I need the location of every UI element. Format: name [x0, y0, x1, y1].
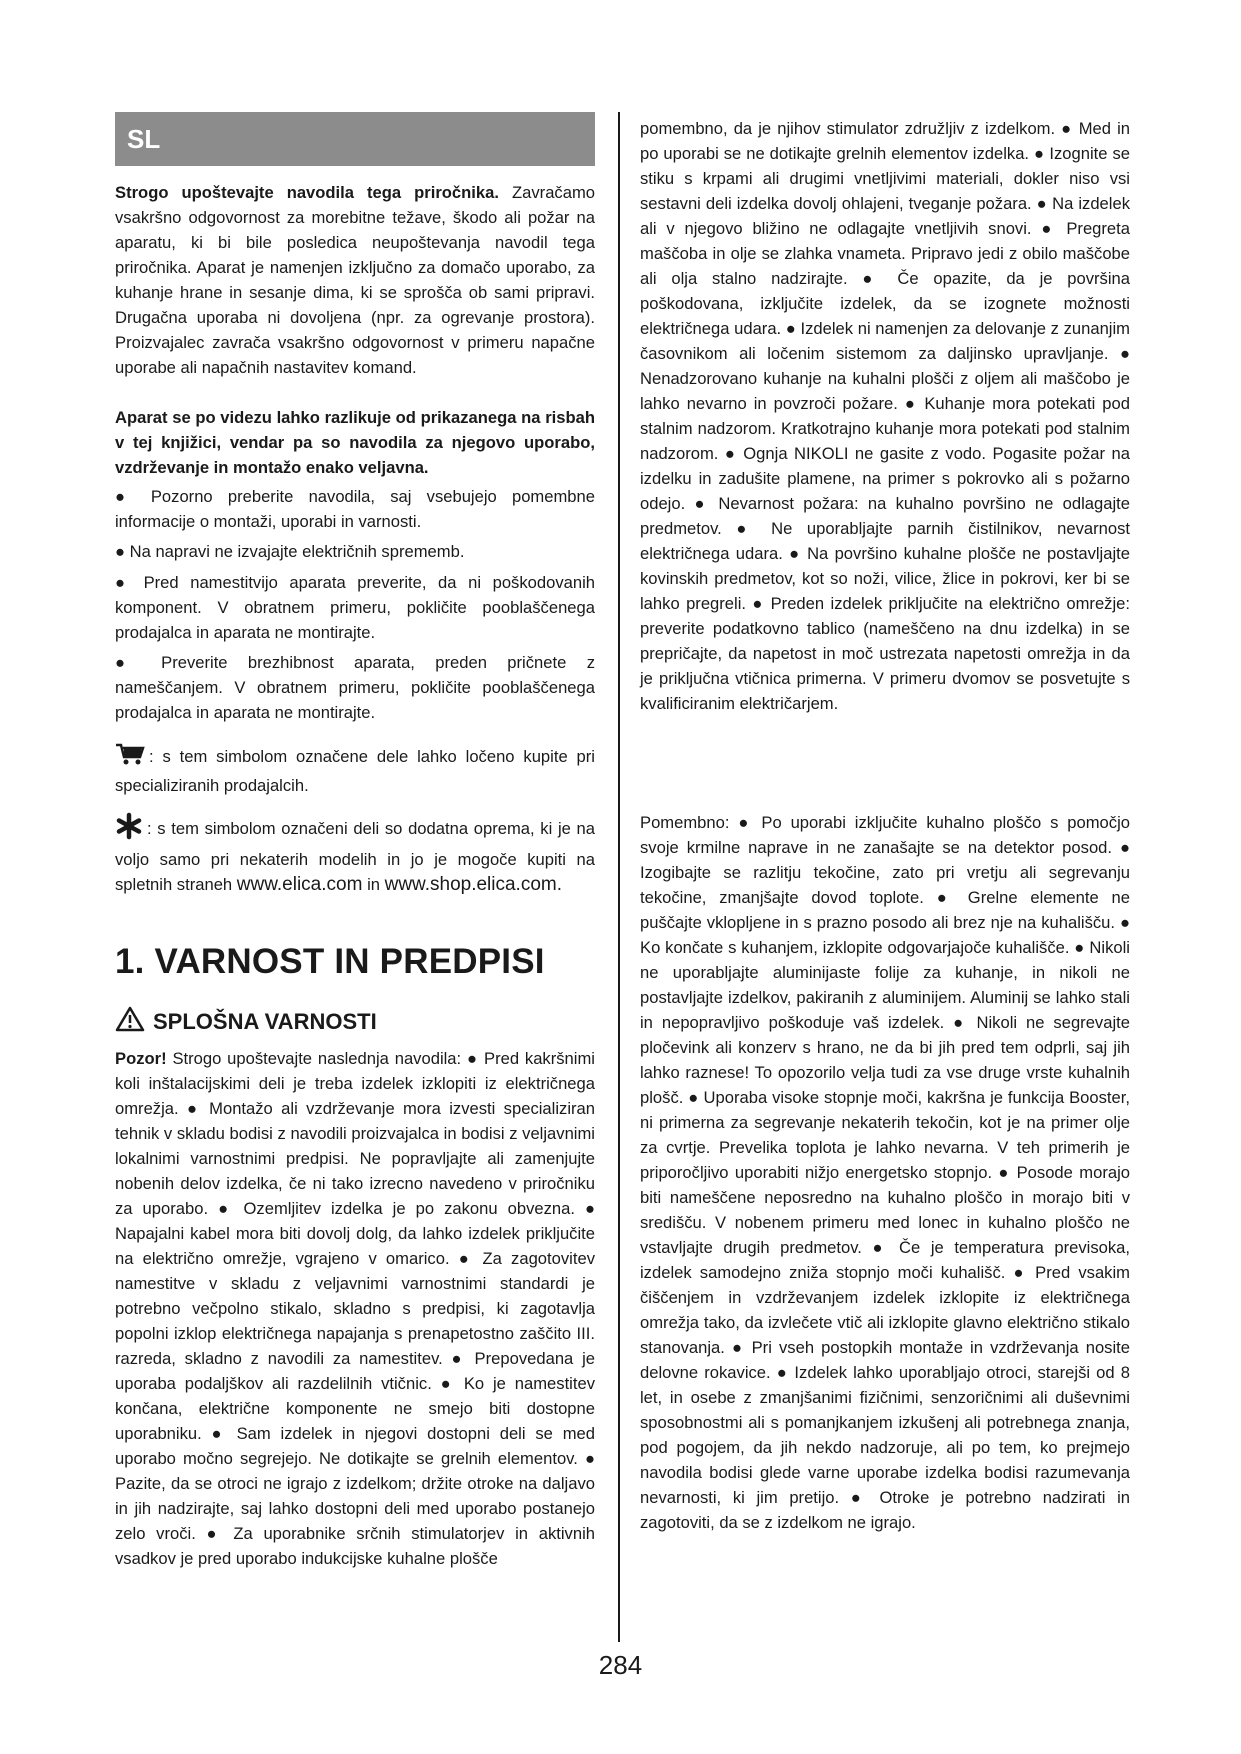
column-divider [618, 112, 620, 1642]
section-title: 1. VARNOST IN PREDPISI [115, 942, 545, 981]
intro-paragraph [115, 180, 595, 380]
bullet-check-integrity: ● Preverite brezhibnost aparata, preden pričnete z nameščanjem. V obratnem primeru, pokličite pooblaščenega prodajalca in aparata ne montirajte. [115, 653, 595, 722]
appearance-note: Aparat se po videzu lahko razlikuje od prikazanega na risbah v tej knjižici, vendar pa so navodila za njegovo uporabo, vzdrževanje in montažo enako veljavna. [115, 408, 595, 477]
shop-elica-url[interactable]: www.shop.elica.com. [384, 874, 563, 895]
star-note-text: : s tem simbolom označeni deli so dodatna oprema, ki je na voljo samo pri nekaterih modelih in jo je mogoče kupiti na spletnih straneh [115, 818, 595, 894]
general-safety-paragraph [115, 1046, 595, 1571]
safety-text: Strogo upoštevajte naslednja navodila: ● Pred kakršnimi koli inštalacijskimi deli je treba izdelek izklopiti iz električnega omrežja. ● Montažo ali vzdrževanje mora izvesti specializiran tehnik v skladu bodisi z navodili proizvajalca in bodisi z veljavnimi lokalnimi varnostnimi predpisi. Ne popravljajte ali zamenjujte nobenih delov izdelka, če ni tako izrecno navedeno v priročniku za uporabo. ● Ozemljitev izdelka je po zakonu obvezna. ● Napajalni kabel mora biti dovolj dolg, da lahko izdelek priključite na električno omrežje, vgrajeno v omarico. ● Za zagotovitev namestitve v skladu z veljavnimi varnostnimi standardi je potrebno večpolno stikalo, skladno s predpisi, ki zagotavlja popolni izklop električnega napajanja s prenapetostno zaščito III. razreda, skladno z navodili za namestitev. ● Prepovedana je uporaba podaljškov ali razdelilnih vtičnic. ● Ko je namestitev končana, električne komponente ne smejo biti dostopne uporabniku. ● Sam izdelek in njegovi dostopni deli se med uporabo močno segrejejo. Ne dotikajte se grelnih elementov. ● Pazite, da se otroci ne igrajo z izdelkom; držite otroke na daljavo in jih nadzirajte, saj lahko dostopni deli med uporabo postanejo zelo vroči. ● Za uporabnike srčnih stimulatorjev in aktivnih vsadkov je pred uporabo indukcijske kuhalne plošče [115, 1049, 595, 1568]
safety-lead: Pozor! [115, 1049, 167, 1068]
language-code: SL [127, 124, 161, 154]
subsection-title [115, 1006, 377, 1038]
subsection-title-text: SPLOŠNA VARNOSTI [153, 1009, 377, 1034]
intro-text: Zavračamo vsakršno odgovornost za morebitne težave, škodo ali požar na aparatu, ki bi bile posledica neupoštevanja navodil tega priročnika. Aparat je namenjen izključno za domačo uporabo, za kuhanje hrane in sesanje dima, ki se sprošča ob sami pripravi. Drugačna uporaba ni dovoljena (npr. za ogrevanje prostora). Proizvajalec zavrača vsakršno odgovornost v primeru napačne uporabe ali napačnih nastavitev komand. [115, 183, 595, 377]
bullet-check-components: ● Pred namestitvijo aparata preverite, da ni poškodovanih komponent. V obratnem primeru, pokličite pooblaščenega prodajalca in aparata ne montirajte. [115, 573, 595, 642]
star-symbol-note [115, 812, 595, 897]
elica-url[interactable]: www.elica.com [236, 874, 363, 895]
cart-symbol-note [115, 742, 595, 798]
page-number: 284 [598, 1650, 643, 1680]
right-paragraph-2: Pomembno: ● Po uporabi izključite kuhalno ploščo s pomočjo svoje krmilne naprave in ne zanašajte se na detektor posod. ● Izogibajte se razlitju tekočine, zato pri vretju ali segrevanju tekočine, zmanjšajte dovod toplote. ● Grelne elemente ne puščajte vklopljene in s prazno posodo ali brez nje na kuhališču. ● Ko končate s kuhanjem, izklopite odgovarjajoče kuhališče. ● Nikoli ne uporabljajte aluminijaste folije za kuhanje, in nikoli ne postavljajte izdelkov, pakiranih z aluminijem. Aluminij se lahko stali in nepopravljivo poškoduje vaš izdelek. ● Nikoli ne segrevajte pločevink ali konzerv s hrano, ne da bi jih pred tem odprli, saj jih lahko raznese! To opozorilo velja tudi za vse druge vrste kuhalnih plošč. ● Uporaba visoke stopnje moči, kakršna je funkcija Booster, ni primerna za segrevanje nekaterih tekočin, kot je na primer olje za cvrtje. Prevelika toplota je lahko nevarna. V teh primerih je priporočljivo uporabiti nižjo energetsko stopnjo. ● Posode morajo biti nameščene neposredno na kuhalno ploščo in morajo biti v središču. V nobenem primeru med lonec in kuhalno ploščo ne vstavljajte drugih predmetov. ● Če je temperatura previsoka, izdelek samodejno zniža stopnjo moči kuhališč. ● Pred vsakim čiščenjem in vzdrževanjem izdelek izklopite iz električnega omrežja tako, da izvlečete vtič ali izklopite glavno električno stikalo stanovanja. ● Pri vseh postopkih montaže in vzdrževanja nosite delovne rokavice. ● Izdelek lahko uporabljajo otroci, starejši od 8 let, in osebe z zmanjšanimi fizičnimi, senzoričnimi ali duševnimi sposobnostmi ali s pomanjkanjem izkušenj ali potrebnega znanja, pod pogojem, da jih nekdo nadzoruje, ali po tem, ko prejmejo navodila bodisi glede varne uporabe izdelka bodisi razumevanja nevarnosti, ki jim pretijo. ● Otroke je potrebno nadzirati in zagotoviti, da se z izdelkom ne igrajo. [640, 813, 1130, 1532]
shopping-cart-icon [115, 742, 145, 773]
intro-bold: Strogo upoštevajte navodila tega priročnika. [115, 183, 499, 202]
bullet-read-instructions: ● Pozorno preberite navodila, saj vsebujejo pomembne informacije o montaži, uporabi in varnosti. [115, 487, 595, 531]
language-header [115, 112, 595, 166]
warning-triangle-icon [115, 1006, 145, 1038]
right-paragraph-1: pomembno, da je njihov stimulator združljiv z izdelkom. ● Med in po uporabi se ne dotikajte grelnih elementov izdelka. ● Izognite se stiku s krpami ali drugimi vnetljivimi materiali, dokler niso vsi sestavni deli izdelka dovolj ohlajeni, tveganje požara. ● Na izdelek ali v njegovo bližino ne odlagajte vnetljivih snovi. ● Pregreta maščoba in olje se zlahka vnameta. Pripravo jedi z obilo maščobe ali olja stalno nadzirajte. ● Če opazite, da je površina poškodovana, izključite izdelek, da se izognete možnosti električnega udara. ● Izdelek ni namenjen za delovanje z zunanjim časovnikom ali ločenim sistemom za daljinsko upravljanje. ● Nenadzorovano kuhanje na kuhalni plošči z oljem ali maščobo je lahko nevarno in povzroči požare. ● Kuhanje mora potekati pod stalnim nadzorom. Kratkotrajno kuhanje mora potekati pod stalnim nadzorom. ● Ognja NIKOLI ne gasite z vodo. Pogasite požar na izdelku in zadušite plamene, na primer s pokrovko ali s požarno odejo. ● Nevarnost požara: na kuhalno površino ne odlagajte predmetov. ● Ne uporabljajte parnih čistilnikov, nevarnost električnega udara. ● Na površino kuhalne plošče ne postavljajte kovinskih predmetov, kot so noži, vilice, žlice in pokrovi, ker bi se lahko pregreli. ● Preden izdelek priključite na električno omrežje: preverite podatkovno tablico (nameščeno na dnu izdelka) in se prepričajte, da napetost in moč ustrezata napetosti omrežja in da je priključna vtičnica primerna. V primeru dvomov se posvetujte s kvalificiranim električarjem. [640, 119, 1130, 713]
url-join: in [367, 875, 380, 894]
cart-note-text: : s tem simbolom označene dele lahko ločeno kupite pri specializiranih prodajalcih. [115, 746, 595, 795]
asterisk-icon [115, 812, 143, 847]
bullet-no-electrical-changes: ● Na napravi ne izvajajte električnih sprememb. [115, 542, 465, 561]
